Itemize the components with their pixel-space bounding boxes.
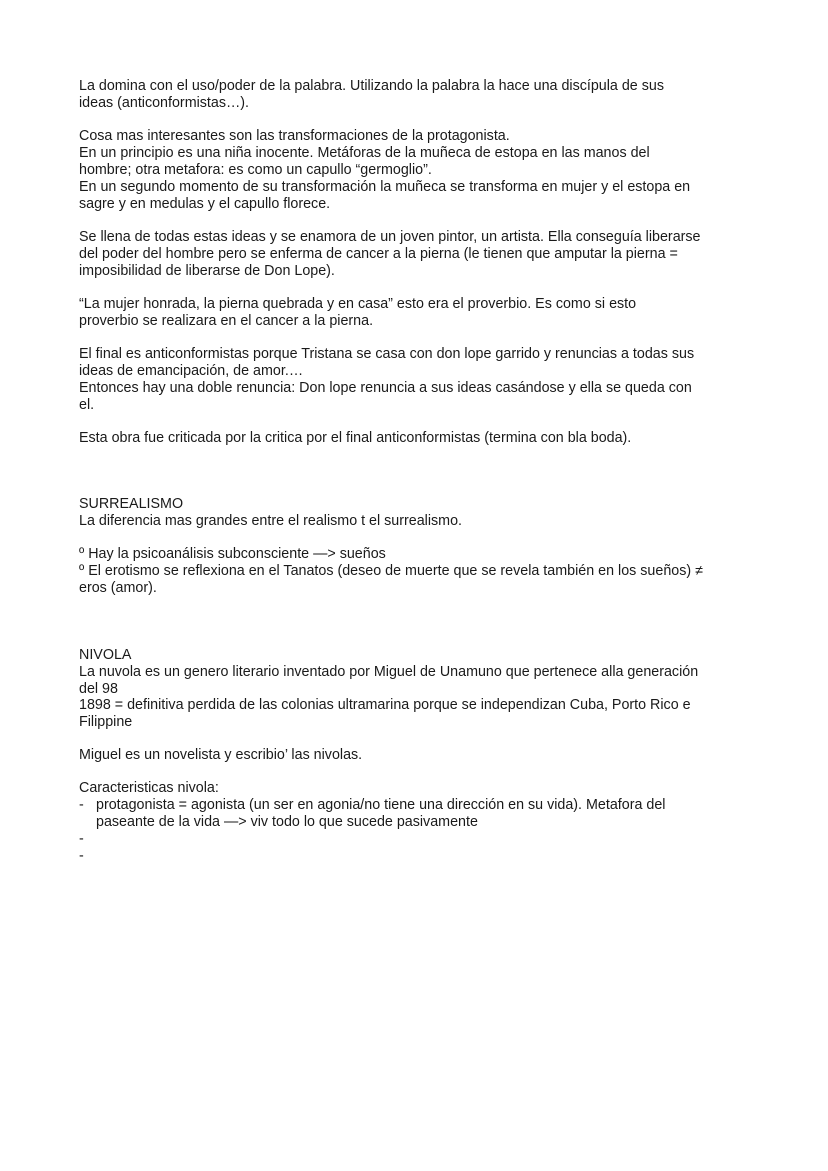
text-line: “La mujer honrada, la pierna quebrada y en casa” esto era el proverbio. Es como si esto [79, 296, 637, 312]
text-line: º Hay la psicoanálisis subconsciente —> sueños [79, 546, 386, 562]
text-line: Esta obra fue criticada por la critica por el final anticonformistas (termina con bla boda). [79, 430, 632, 446]
text-line: el. [79, 397, 95, 413]
list-dash: - [79, 831, 84, 847]
text-line: La domina con el uso/poder de la palabra. Utilizando la palabra la hace una discípula de sus [79, 78, 664, 94]
text-line: En un segundo momento de su transformación la muñeca se transforma en mujer y el estopa en [79, 179, 691, 195]
text-line: sagre y en medulas y el capullo florece. [79, 196, 331, 212]
text-line: Cosa mas interesantes son las transformaciones de la protagonista. [79, 128, 510, 144]
text-line: 1898 = definitiva perdida de las colonias ultramarina porque se independizan Cuba, Porto Rico e [79, 697, 691, 713]
text-line: Miguel es un novelista y escribio’ las nivolas. [79, 747, 363, 763]
text-line: eros (amor). [79, 580, 157, 596]
text-line: En un principio es una niña inocente. Metáforas de la muñeca de estopa en las manos del [79, 145, 650, 161]
text-line: ideas de emancipación, de amor.… [79, 363, 304, 379]
list-item: protagonista = agonista (un ser en agonia/no tiene una dirección en su vida). Metafora del [96, 797, 666, 813]
text-line: del poder del hombre pero se enferma de cancer a la pierna (le tienen que amputar la pierna = [79, 246, 678, 262]
text-line: Filippine [79, 714, 133, 730]
text-line: La diferencia mas grandes entre el realismo t el surrealismo. [79, 513, 463, 529]
list-item: paseante de la vida —> viv todo lo que sucede pasivamente [96, 814, 478, 830]
list-title: Caracteristicas nivola: [79, 780, 219, 796]
list-dash: - [79, 848, 84, 864]
text-line: º El erotismo se reflexiona en el Tanatos (deseo de muerte que se revela también en los sueños) ≠ [79, 563, 703, 579]
section-heading-nivola: NIVOLA [79, 647, 132, 663]
text-line: El final es anticonformistas porque Tristana se casa con don lope garrido y renuncias a todas sus [79, 346, 695, 362]
text-line: del 98 [79, 681, 118, 697]
section-heading-surrealismo: SURREALISMO [79, 496, 184, 512]
text-line: Se llena de todas estas ideas y se enamora de un joven pintor, un artista. Ella conseguía liberarse [79, 229, 701, 245]
text-line: hombre; otra metafora: es como un capullo “germoglio”. [79, 162, 432, 178]
text-line: ideas (anticonformistas…). [79, 95, 250, 111]
text-line: La nuvola es un genero literario inventado por Miguel de Unamuno que pertenece alla generación [79, 664, 699, 680]
text-line: imposibilidad de liberarse de Don Lope). [79, 263, 335, 279]
text-line: Entonces hay una doble renuncia: Don lope renuncia a sus ideas casándose y ella se queda con [79, 380, 692, 396]
text-line: proverbio se realizara en el cancer a la pierna. [79, 313, 374, 329]
list-dash: - [79, 797, 84, 813]
